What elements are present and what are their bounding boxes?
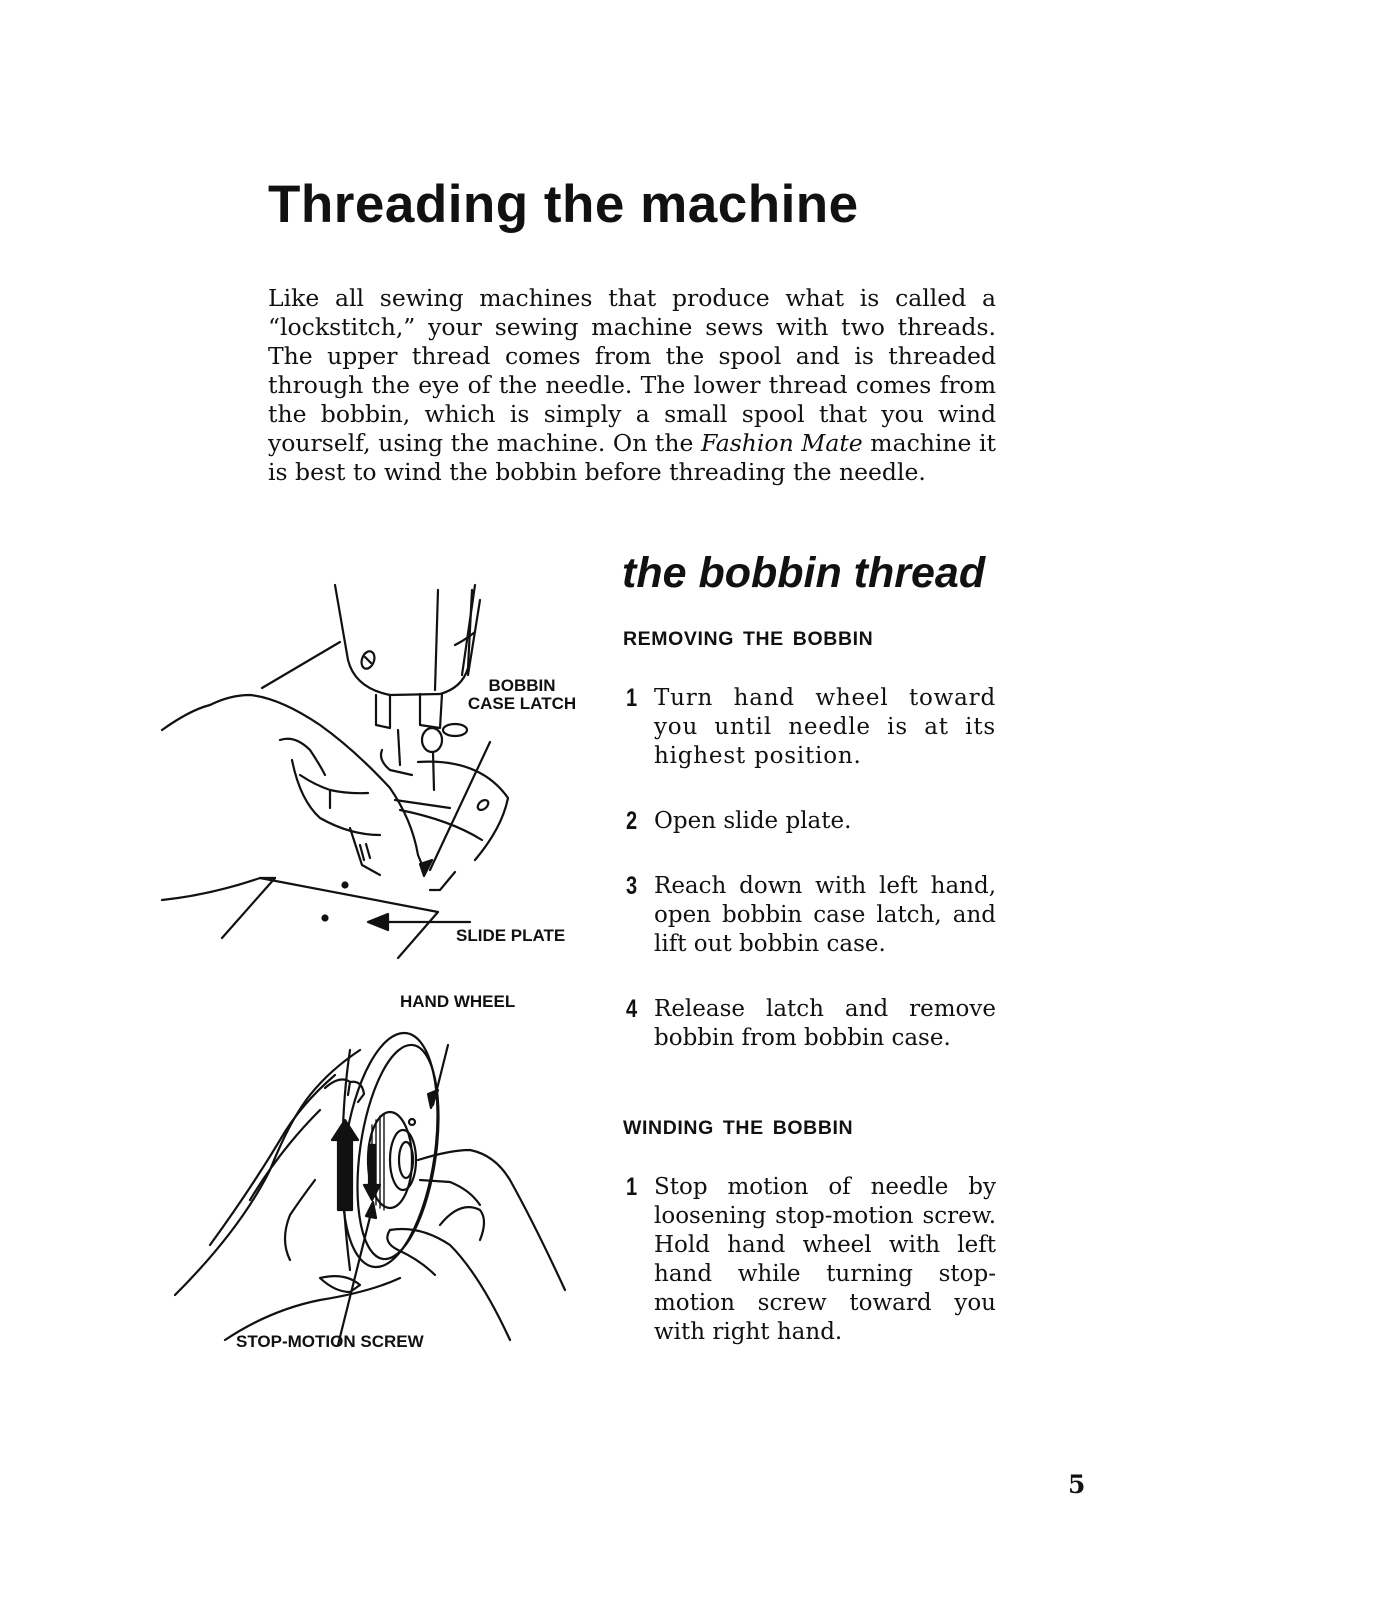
hand-wheel-label: HAND WHEEL xyxy=(400,992,516,1011)
step-text: Stop motion of needle by loosening stop-motion screw. Hold hand wheel with left hand while turning stop-motion screw toward you with right hand. xyxy=(654,1174,996,1345)
intro-paragraph xyxy=(268,284,996,487)
removing-step-2 xyxy=(626,807,996,836)
page-title: Threading the machine xyxy=(268,175,859,234)
winding-step-1 xyxy=(626,1173,996,1347)
step-number: 1 xyxy=(626,684,638,712)
bobbin-case-latch-label: BOBBIN CASE LATCH xyxy=(467,676,577,713)
removing-bobbin-heading: REMOVING THE BOBBIN xyxy=(623,628,874,650)
step-number: 3 xyxy=(626,872,638,900)
intro-text-end: machine it is best to wind the bobbin before threading the needle. xyxy=(268,429,996,486)
winding-bobbin-heading: WINDING THE BOBBIN xyxy=(623,1117,854,1139)
page-number: 5 xyxy=(1068,1470,1086,1499)
hand-wheel-illustration xyxy=(150,1010,590,1360)
intro-text-italic: Fashion Mate xyxy=(700,429,863,457)
removing-step-1 xyxy=(626,684,996,771)
slide-plate-label: SLIDE PLATE xyxy=(456,926,566,945)
intro-text-start: Like all sewing machines that produce what is called a “lockstitch,” your sewing machine sews with two threads. The upper thread comes from the spool and is threaded through the eye of the needle. The lower thread comes from the bobbin, which is simply a small spool that you wind yourself, using the machine. On the xyxy=(268,284,996,457)
bobbin-removal-illustration xyxy=(150,560,590,960)
removing-step-3 xyxy=(626,872,996,959)
step-number: 2 xyxy=(626,807,638,835)
step-number: 1 xyxy=(626,1173,638,1201)
section-title: the bobbin thread xyxy=(622,549,986,597)
stop-motion-screw-label: STOP-MOTION SCREW xyxy=(236,1332,424,1351)
removing-step-4 xyxy=(626,995,996,1053)
step-number: 4 xyxy=(626,995,638,1023)
step-text: Reach down with left hand, open bobbin case latch, and lift out bobbin case. xyxy=(654,873,996,957)
step-text: Release latch and remove bobbin from bobbin case. xyxy=(654,996,996,1051)
step-text: Open slide plate. xyxy=(654,808,852,834)
step-text: Turn hand wheel toward you until needle is at its highest position. xyxy=(654,685,996,769)
